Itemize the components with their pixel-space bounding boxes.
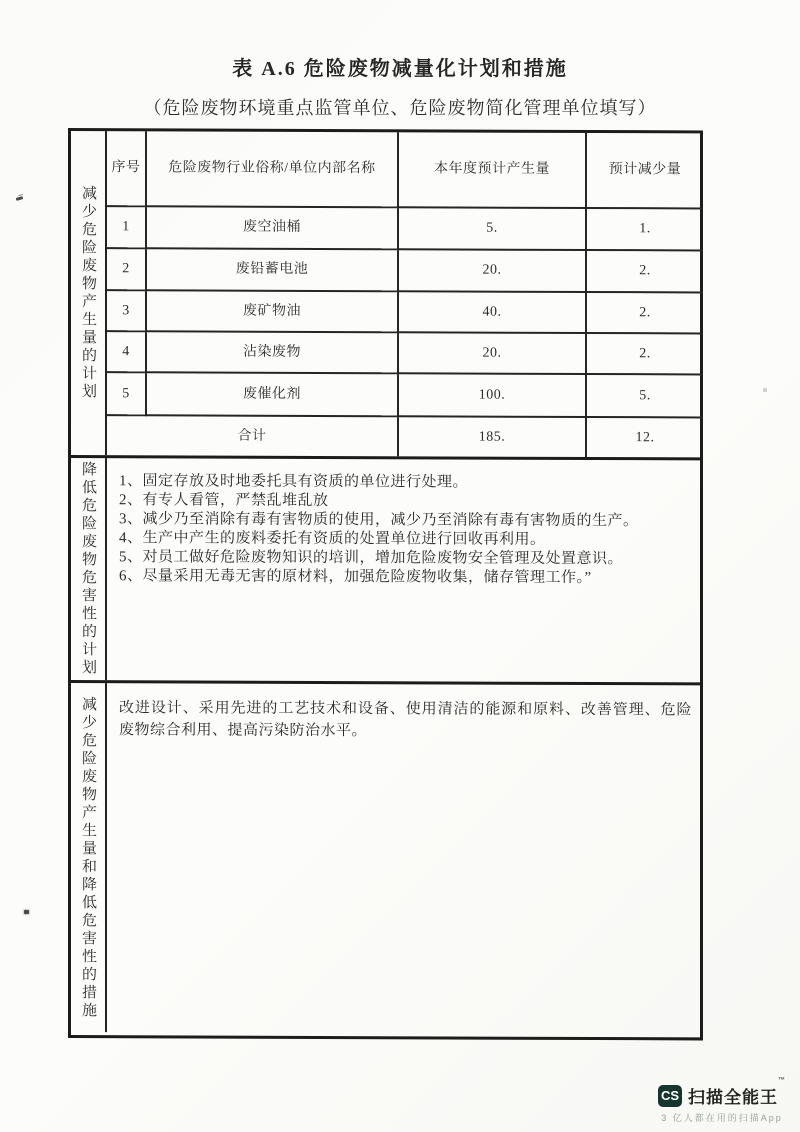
page-title: 表 A.6 危险废物减量化计划和措施 (232, 58, 568, 80)
total-reduced: 12. (635, 429, 655, 446)
scan-speck (763, 388, 767, 392)
list-item: 5、对员工做好危险废物知识的培训，增加危险废物安全管理及处置意识。 (119, 549, 624, 568)
list-item: 2、有专人看管，严禁乱堆乱放 (119, 492, 329, 510)
lower-harm-list (107, 458, 700, 682)
row-produced: 5. (399, 208, 587, 251)
measures-body (107, 683, 700, 1034)
row-produced: 100. (399, 374, 587, 418)
row-no: 3 (107, 291, 147, 332)
section-reduction-plan (71, 131, 700, 457)
watermark-app-name (688, 1077, 786, 1108)
row-reduced: 5. (587, 375, 703, 418)
col-header-produced: 本年度预计产生量 (399, 132, 587, 209)
section-lower-harm-header (71, 458, 107, 680)
row-reduced: 2. (587, 334, 703, 375)
camscanner-watermark (658, 1077, 786, 1124)
row-produced: 40. (399, 292, 587, 334)
vertical-label: 减少危险废物产生量和降低危害性的措施 (80, 695, 96, 1020)
vertical-label: 减少危险废物产生量的计划 (80, 185, 96, 402)
row-no: 1 (107, 207, 147, 249)
total-label: 合计 (107, 416, 399, 456)
row-reduced: 2. (587, 293, 703, 334)
section-measures-header (71, 683, 107, 1032)
cs-logo-icon: CS (658, 1085, 682, 1107)
scan-speck (16, 196, 24, 201)
row-name: 废催化剂 (147, 373, 399, 417)
col-header-reduced: 预计减少量 (587, 133, 703, 209)
section-lower-harm-plan (71, 455, 700, 682)
row-no: 5 (107, 373, 147, 416)
list-item: 4、生产中产生的废料委托有资质的处置单位进行回收再利用。 (119, 530, 546, 548)
list-item: 3、减少乃至消除有毒有害物质的使用，减少乃至消除有毒有害物质的生产。 (119, 511, 639, 530)
scan-speck (24, 910, 29, 914)
row-name: 沾染废物 (147, 332, 399, 374)
measures-text: 改进设计、采用先进的工艺技术和设备、使用清洁的能源和原料、改善管理、危险废物综合利用、提高污染防治水平。 (119, 700, 692, 740)
list-item: 1、固定存放及时地委托具有资质的单位进行处理。 (119, 473, 469, 491)
row-no: 2 (107, 249, 147, 291)
total-produced: 185. (399, 417, 587, 457)
row-produced: 20. (399, 250, 587, 293)
reduction-plan-grid (107, 131, 703, 457)
page-subtitle: （危险废物环境重点监管单位、危险废物简化管理单位填写） (143, 98, 657, 118)
row-name: 废空油桶 (147, 207, 399, 250)
row-reduced: 1. (587, 209, 703, 251)
col-header-no: 序号 (107, 131, 147, 207)
form-table (68, 128, 703, 1040)
row-name: 废铅蓄电池 (147, 249, 399, 292)
watermark-tagline: 3 亿人都在用的扫描App (661, 1113, 783, 1123)
trademark-icon: ™ (778, 1077, 786, 1084)
vertical-label: 降低危险废物危害性的计划 (80, 461, 96, 678)
col-header-name: 危险废物行业俗称/单位内部名称 (147, 131, 399, 208)
section-reduction-plan-header (71, 131, 107, 455)
section-measures (71, 680, 700, 1034)
list-item: 6、尽量采用无毒无害的原材料，加强危险废物收集，储存管理工作。” (119, 568, 592, 587)
row-produced: 20. (399, 333, 587, 375)
row-name: 废矿物油 (147, 291, 399, 333)
row-reduced: 2. (587, 251, 703, 293)
row-no: 4 (107, 332, 147, 373)
watermark-app-name-text: 扫描全能王 (688, 1088, 778, 1107)
